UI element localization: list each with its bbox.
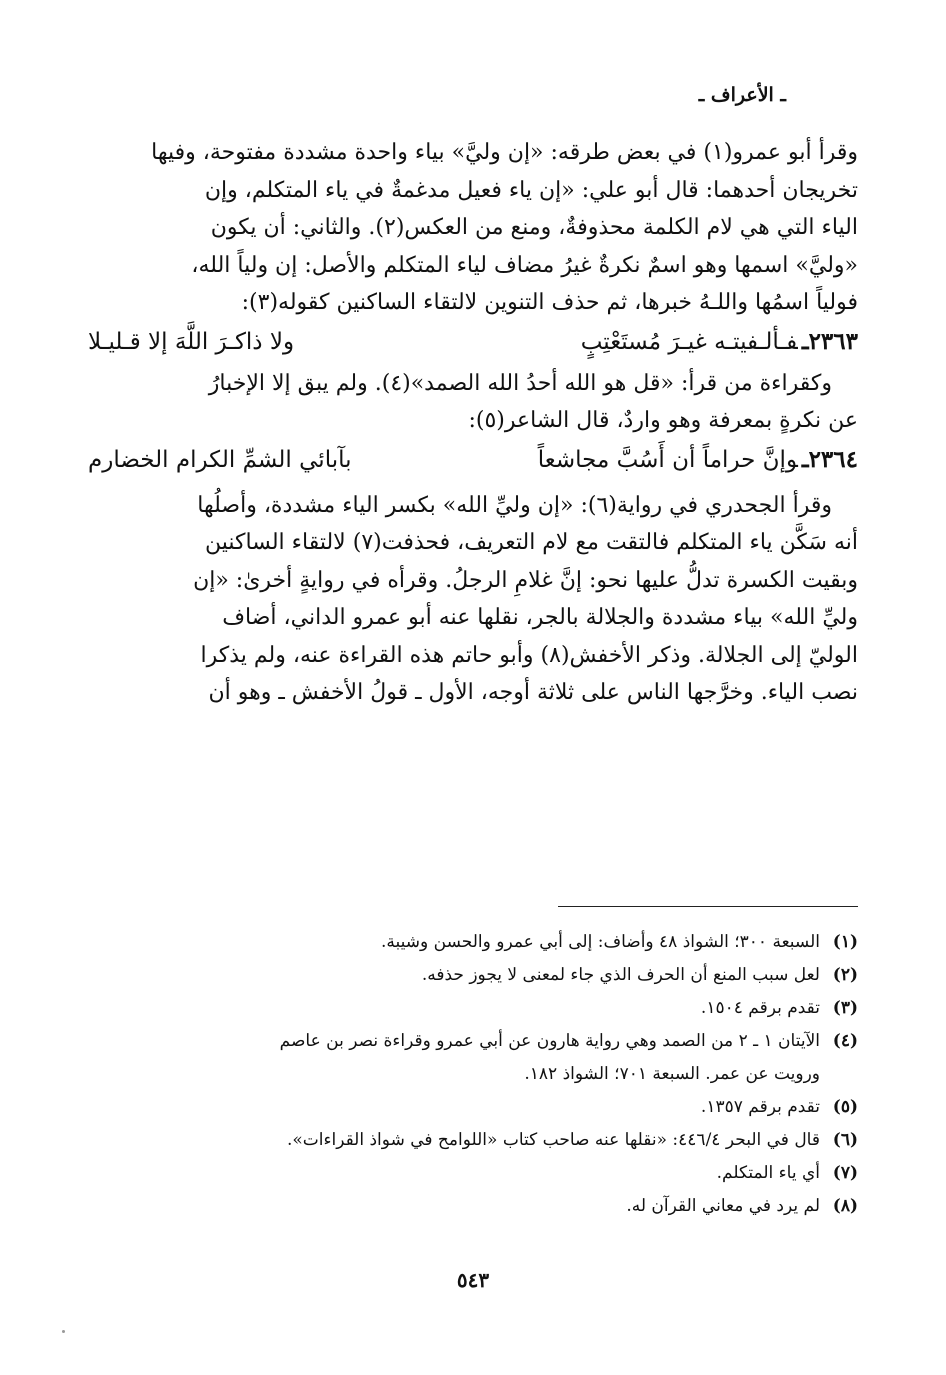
main-text [88,134,858,712]
text-line: وليِّ الله» بياء مشددة والجلالة بالجر، نقلها عنه أبو عمرو الداني، أضاف [222,605,858,630]
footnote-number: (٧) [832,1163,858,1183]
footnote-6 [88,1124,858,1157]
verse-number: ٢٣٦٤ـ [801,445,858,473]
footnote-4-continuation [88,1058,858,1091]
footnote-text: تقدم برقم ١٥٠٤. [700,998,820,1018]
text-line: عن نكرةٍ بمعرفة وهو واردٌ، قال الشاعر(٥): [468,408,858,433]
footnote-text: أي ياء المتكلم. [716,1163,820,1183]
page-number: ٥٤٣ [456,1268,490,1292]
footnote-text: تقدم برقم ١٣٥٧. [700,1097,820,1117]
verse-second-hemistich: ولا ذاكـرَ اللَّهَ إلا قـليـلا [88,328,295,355]
text-line: أنه سَكَّن ياء المتكلم فالتقت مع لام التعريف، فحذفت(٧) لالتقاء الساكنين [205,530,858,555]
text-line: وقرأ الجحدري في رواية(٦): «إن وليِّ الله» بكسر الياء مشددة، وأصلُها [197,492,832,518]
footnote-number: (٦) [832,1130,858,1150]
text-line: الوليّ إلى الجلالة. وذكر الأخفش(٨) وأبو حاتم هذه القراءة عنه، ولم يذكرا [200,642,858,668]
text-line: الياء التي هي لام الكلمة محذوفةٌ، ومنع من العكس(٢). والثاني: أن يكون [210,215,858,240]
footnote-4 [88,1025,858,1058]
footnote-number: (٢) [832,965,858,985]
footnote-number: (٥) [832,1097,858,1117]
text-line: وكقراءة من قرأ: «قل هو الله أحدُ الله الصمد»(٤). ولم يبق إلا الإخبارُ [208,370,832,396]
footnote-divider [558,906,858,907]
footnote-text: ورويت عن عمر. السبعة ٧٠١؛ الشواذ ١٨٢. [524,1064,820,1084]
verse-first-hemistich [581,328,858,355]
text-line: وبقيت الكسرة تدلُّ عليها نحو: إنَّ غلامِ الرجلُ. وقرأه في روايةٍ أخرىٰ: «إن [193,567,858,593]
footnote-text: السبعة ٣٠٠؛ الشواذ ٤٨ وأضاف: إلى أبي عمرو والحسن وشيبة. [381,932,820,952]
verse-first-hemistich [538,446,858,473]
verse-second-hemistich: بآبائي الشمِّ الكرام الخضارم [88,446,352,473]
running-header: ـ الأعراف ـ [698,84,786,106]
footnote-number: (١) [832,932,858,952]
footnote-number: (٤) [832,1031,858,1051]
footnote-number: (٣) [832,998,858,1018]
footnote-7 [88,1157,858,1190]
verse-number: ٢٣٦٣ـ [801,327,858,355]
footnote-text: الآيتان ١ ـ ٢ من الصمد وهي رواية هارون عن أبي عمرو وقراءة نصر بن عاصم [279,1031,820,1051]
text-line: وقرأ أبو عمرو(١) في بعض طرقه: «إن وليَّ» بياء واحدة مشددة مفتوحة، وفيها [151,140,858,165]
text-line: تخريجان أحدهما: قال أبو علي: «إن ياء فعيل مدغمةٌ في ياء المتكلم، وإن [204,177,858,203]
footnote-5 [88,1091,858,1124]
verse-2363 [88,328,858,355]
footnote-text: قال في البحر ٤٤٦/٤: «نقلها عنه صاحب كتاب «اللوامح في شواذ القراءات». [286,1130,820,1150]
footnote-text: لم يرد في معاني القرآن له. [626,1196,820,1216]
footnote-number: (٨) [832,1196,858,1216]
verse-first-text: وإنَّ حراماً أن أَسُبَّ مجاشعاً [537,446,798,473]
verse-first-text: فـألـفيتـه غيـرَ مُستَعْتِبٍ [580,328,798,355]
footnote-text: لعل سبب المنع أن الحرف الذي جاء لمعنى لا يجوز حذفه. [421,965,820,985]
verse-2364 [88,446,858,473]
scan-speck [62,1330,65,1333]
footnote-3 [88,992,858,1025]
footnote-1 [88,926,858,959]
text-line: «وليَّ» اسمها وهو اسمٌ نكرةٌ غيرُ مضاف لياء المتكلم والأصل: إن ولياً الله، [191,252,858,278]
text-line: نصب الياء. وخرَّجها الناس على ثلاثة أوجه، الأول ـ قولُ الأخفش ـ وهو أن [208,680,858,705]
paragraph-1 [88,134,858,322]
footnotes [88,926,858,1223]
footnote-8 [88,1190,858,1223]
footnote-2 [88,959,858,992]
paragraph-2 [88,365,858,440]
text-line: فولياً اسمُها واللـهُ خبرها، ثم حذف التنوين لالتقاء الساكنين كقوله(٣): [241,290,858,315]
paragraph-3 [88,487,858,712]
